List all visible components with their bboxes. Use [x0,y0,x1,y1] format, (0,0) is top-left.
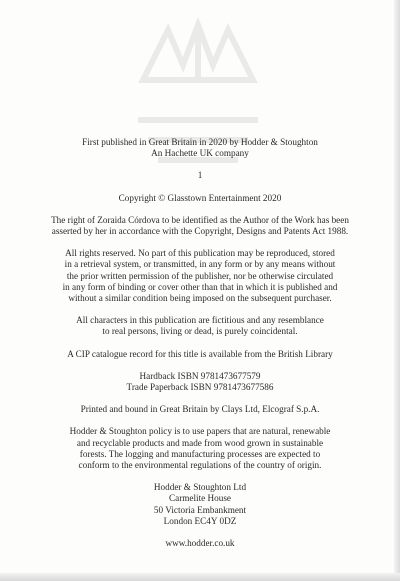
text-line: forests. The logging and manufacturing processes are expected to [79,448,321,459]
text-line: conform to the environmental regulations of the country of origin. [78,460,322,471]
page-edge-shadow [394,0,400,581]
text-line: and recyclable products and made from wood grown in sustainable [76,437,324,448]
paper-policy-paragraph [45,426,355,471]
company-line: An Hachette UK company [151,148,249,159]
text-line: The right of Zoraida Córdova to be identified as the Author of the Work has been [51,214,349,225]
fiction-notice-paragraph [45,315,355,337]
text-line: the prior written permission of the publisher, nor be otherwise circulated [66,270,334,281]
text-line: All rights reserved. No part of this publication may be reproduced, stored [65,248,335,259]
text-line: in any form of binding or cover other than that in which it is published and [62,281,338,292]
text-line: to real persons, living or dead, is purely coincidental. [102,326,298,337]
rights-reserved-paragraph [45,248,355,304]
address-line: London EC4Y 0DZ [163,515,237,526]
address-line: Hodder & Stoughton Ltd [153,482,247,493]
address-line: Carmelite House [169,493,231,504]
text-line: without a similar condition being imposed on the subsequent purchaser. [68,293,332,304]
address-line: 50 Victoria Embankment [153,504,247,515]
cip-line: A CIP catalogue record for this title is available from the British Library [67,348,333,359]
text-line: All characters in this publication are fictitious and any resemblance [76,315,324,326]
text-line: asserted by her in accordance with the Copyright, Designs and Patents Act 1988. [51,226,349,237]
hardback-isbn: Hardback ISBN 9781473677579 [139,370,261,381]
website-link[interactable]: www.hodder.co.uk [165,538,235,549]
moral-rights-paragraph [45,215,355,237]
paperback-isbn: Trade Paperback ISBN 9781473677586 [126,382,274,393]
publisher-address [45,482,355,527]
text-line: in a retrieval system, or transmitted, in any form or by any means without [64,259,336,270]
page-bottom-edge [0,573,400,581]
printing-number: 1 [197,170,203,181]
isbn-block [45,371,355,393]
text-line: Hodder & Stoughton policy is to use papers that are natural, renewable [69,426,331,437]
imprint-text-block [45,137,355,549]
copyright-line: Copyright © Glasstown Entertainment 2020 [118,192,282,203]
first-published-line: First published in Great Britain in 2020 by Hodder & Stoughton [82,137,318,147]
printed-by-line: Printed and bound in Great Britain by Clays Ltd, Elcograf S.p.A. [80,404,320,415]
